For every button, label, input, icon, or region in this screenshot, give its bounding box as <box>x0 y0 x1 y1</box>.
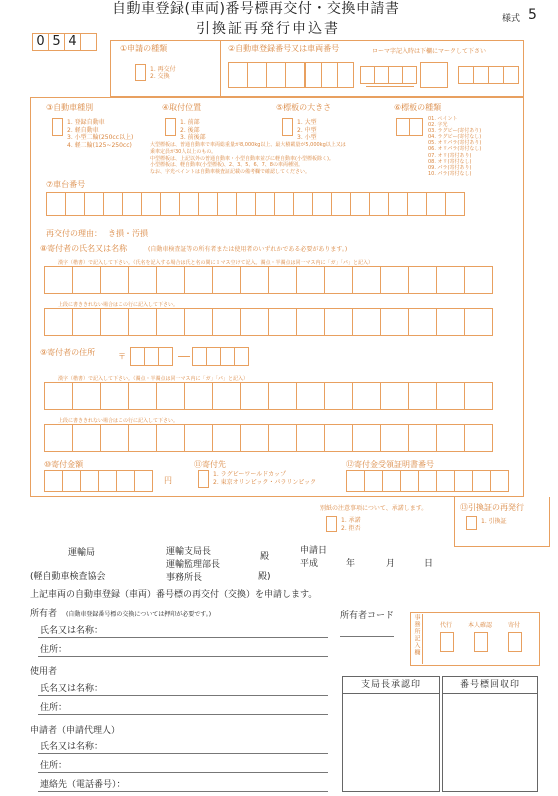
address-cell[interactable] <box>72 382 101 410</box>
sec6-option: 06. オリパラ(寄付なし) <box>428 146 482 153</box>
sec6-option: 03. ラグビー(寄付あり) <box>428 128 482 135</box>
name-cell[interactable] <box>324 266 353 294</box>
address-cell[interactable] <box>380 424 409 452</box>
form-title: 自動車登録(車両)番号標再交付・交換申請書 <box>112 1 400 17</box>
chassis-cell[interactable] <box>122 192 142 216</box>
sec2-note: ローマ字記入時は下欄にマークして下さい <box>372 48 487 55</box>
year-label: 年 <box>346 559 356 569</box>
serial-digit[interactable]: 0 <box>32 33 49 51</box>
sec6-option: 10. パラ(寄付なし) <box>428 170 472 177</box>
name-cell[interactable] <box>408 266 437 294</box>
name-cell[interactable] <box>156 308 185 336</box>
receipt-cell[interactable] <box>490 470 509 492</box>
receipt-cell[interactable] <box>364 470 383 492</box>
sec1-input[interactable] <box>135 64 146 81</box>
sec3-option: 2. 軽自動車 <box>67 126 99 134</box>
sec3-input[interactable] <box>52 118 63 136</box>
name-cell[interactable] <box>296 308 325 336</box>
amount-cell[interactable] <box>134 470 153 492</box>
amount-cell[interactable] <box>98 470 117 492</box>
chassis-number-cells[interactable] <box>46 192 464 216</box>
sec11-input[interactable] <box>198 470 209 488</box>
form-label: 様式 <box>502 14 521 24</box>
postal-mark: 〒 <box>118 352 126 361</box>
address-cell[interactable] <box>296 424 325 452</box>
chassis-cell[interactable] <box>103 192 123 216</box>
chassis-cell[interactable] <box>331 192 351 216</box>
address-cell[interactable] <box>128 424 157 452</box>
sec8-title-note: (自動車検査証等の所有者または使用者のいずれかである必要があります。) <box>148 246 348 253</box>
address-cell[interactable] <box>240 424 269 452</box>
sec6-option: 05. オリパラ(寄付あり) <box>428 140 482 147</box>
owner-code-label: 所有者コード <box>340 611 395 621</box>
chassis-cell[interactable] <box>46 192 66 216</box>
application-date-label: 申請日 <box>300 546 328 556</box>
honorific: 殿 <box>260 552 270 562</box>
receipt-cell[interactable] <box>436 470 455 492</box>
owner-address-label: 住所： <box>40 645 68 655</box>
owner-note: (自動車登録番号標の交換については押印が必要です。) <box>66 611 212 618</box>
name-cell[interactable] <box>44 266 73 294</box>
name-cell[interactable] <box>408 308 437 336</box>
sec3-option: 4. 軽二輪(125~250cc) <box>67 141 132 149</box>
name-cell[interactable] <box>128 266 157 294</box>
postal-code-part2[interactable] <box>192 347 248 366</box>
owner-address-field[interactable] <box>38 656 328 657</box>
donor-address-row2[interactable] <box>44 424 492 452</box>
office-proxy-input[interactable] <box>440 632 454 652</box>
sec11-option: 1. ラグビーワールドカップ <box>213 471 287 478</box>
serial-number-field[interactable] <box>32 33 96 51</box>
sec6-option: 01. ペイント <box>428 116 458 122</box>
receipt-cell[interactable] <box>418 470 437 492</box>
office-use-label: 事務所記入欄 <box>412 614 423 664</box>
receipt-cell[interactable] <box>472 470 491 492</box>
sec3-title: ③自動車種別 <box>46 103 94 112</box>
address-cell[interactable] <box>352 424 381 452</box>
office-col-label: 本人確認 <box>468 622 493 629</box>
name-cell[interactable] <box>268 266 297 294</box>
reissue-reason-value: き損・汚損 <box>108 229 148 238</box>
name-cell[interactable] <box>324 308 353 336</box>
serial-digit[interactable]: 5 <box>48 33 65 51</box>
sec8-title: ⑧寄付者の氏名又は名称 <box>40 244 128 253</box>
owner-name-field[interactable] <box>38 637 328 638</box>
reissue-reason-label: 再交付の理由： <box>46 229 102 238</box>
name-cell[interactable] <box>380 308 409 336</box>
donation-amount-cells[interactable] <box>44 470 152 492</box>
sec10-title: ⑩寄付金額 <box>44 460 84 469</box>
sec3-option: 3. 小型二輪(250cc以上) <box>67 134 134 141</box>
addressee-kyokai: (軽自動車検査協会 <box>30 572 106 582</box>
sec6-option: 02. 字光 <box>428 122 448 129</box>
applicant-address-label: 住所： <box>40 761 68 771</box>
amount-cell[interactable] <box>44 470 63 492</box>
user-title: 使用者 <box>30 667 58 677</box>
chassis-cell[interactable] <box>236 192 256 216</box>
address-cell[interactable] <box>296 382 325 410</box>
name-cell[interactable] <box>212 266 241 294</box>
user-name-field[interactable] <box>38 695 328 696</box>
chassis-cell[interactable] <box>217 192 237 216</box>
applicant-contact-field[interactable] <box>38 791 328 792</box>
address-cell[interactable] <box>408 424 437 452</box>
user-address-field[interactable] <box>38 714 328 715</box>
receipt-cell[interactable] <box>400 470 419 492</box>
chassis-cell[interactable] <box>274 192 294 216</box>
chassis-cell[interactable] <box>369 192 389 216</box>
address-cell[interactable] <box>156 382 185 410</box>
amount-unit: 円 <box>164 476 172 485</box>
addressee-bureau: 運輸局 <box>68 548 96 558</box>
sec4-title: ④取付位置 <box>162 103 202 112</box>
sec4-input[interactable] <box>165 118 176 136</box>
applicant-name-label: 氏名又は名称： <box>40 742 104 752</box>
sec1-option: 1. 再交付 <box>150 66 176 73</box>
privacy-input[interactable] <box>326 516 337 532</box>
receipt-cell[interactable] <box>454 470 473 492</box>
sec6-title: ⑥標板の種類 <box>394 103 442 112</box>
sec5-input[interactable] <box>282 118 293 136</box>
name-cell[interactable] <box>296 266 325 294</box>
address-cell[interactable] <box>184 382 213 410</box>
donor-name-row2[interactable] <box>44 308 492 336</box>
donor-name-row1[interactable] <box>44 266 492 294</box>
name-cell[interactable] <box>464 266 493 294</box>
name-cell[interactable] <box>436 266 465 294</box>
branch-approval-label: 支局長承認印 <box>342 676 440 694</box>
name-cell[interactable] <box>128 308 157 336</box>
applicant-contact-label: 連絡先（電話番号）： <box>40 780 126 790</box>
name-cell[interactable] <box>240 266 269 294</box>
name-cell[interactable] <box>184 308 213 336</box>
day-label: 日 <box>424 559 434 569</box>
sec2-title: ②自動車登録番号又は車両番号 <box>228 44 340 53</box>
address-cell[interactable] <box>436 382 465 410</box>
receipt-cell[interactable] <box>346 470 365 492</box>
chassis-cell[interactable] <box>445 192 465 216</box>
sec4-option: 1. 前部 <box>180 119 200 126</box>
address-cell[interactable] <box>44 424 73 452</box>
name-cell[interactable] <box>184 266 213 294</box>
sec6-option: 07. オリ(寄付あり) <box>428 152 472 159</box>
sec11-option: 2. 東京オリンピック・パラリンピック <box>213 478 317 486</box>
chassis-cell[interactable] <box>160 192 180 216</box>
sec6-option: 08. オリ(寄付なし) <box>428 158 472 165</box>
sec9-row1-note: 漢字（楷書）で記入して下さい。（濁点・半濁点は同一マス内に「ガ」「パ」と記入） <box>58 376 249 382</box>
name-cell[interactable] <box>380 266 409 294</box>
receipt-cell[interactable] <box>382 470 401 492</box>
name-cell[interactable] <box>212 308 241 336</box>
receipt-number-cells[interactable] <box>346 470 508 492</box>
address-cell[interactable] <box>268 382 297 410</box>
chassis-cell[interactable] <box>141 192 161 216</box>
address-cell[interactable] <box>380 382 409 410</box>
request-text: 上記車両の自動車登録（車両）番号標の再交付（交換）を申請します。 <box>30 590 318 600</box>
sec5-option: 2. 中型 <box>297 126 317 134</box>
name-cell[interactable] <box>268 308 297 336</box>
sec13-option: 1. 引換証 <box>481 518 507 525</box>
address-cell[interactable] <box>44 382 73 410</box>
office-col-label: 寄付 <box>508 622 521 629</box>
sec4-option: 3. 前後部 <box>180 134 206 141</box>
sec13-input[interactable] <box>466 516 477 530</box>
name-cell[interactable] <box>72 308 101 336</box>
chassis-cell[interactable] <box>255 192 275 216</box>
name-cell[interactable] <box>156 266 185 294</box>
plate-size-note: 大型標板は、普通自動車で車両総重量が8,000kg以上、最大積載量が5,000kg以上又は 乗車定員が30人以上のもの。 中型標板は、上記以外の普通自動車・小型自動車並びに軽自動車(小型標板除く)。 小型標板は、軽自動車(小型標板)、2、3、5、6、7、8の車両種別。 なお、字光ペイントは自動車検査証記載の備考欄で確認してください。 <box>150 142 346 175</box>
sec6-input[interactable] <box>396 118 422 136</box>
address-cell[interactable] <box>464 424 493 452</box>
office-donation-input[interactable] <box>508 632 522 652</box>
office-col-label: 代行 <box>440 622 453 629</box>
plate-kana-cell[interactable] <box>420 62 448 88</box>
chassis-cell[interactable] <box>407 192 427 216</box>
address-cell[interactable] <box>408 382 437 410</box>
sec4-option: 2. 後部 <box>180 126 200 134</box>
user-name-label: 氏名又は名称： <box>40 684 104 694</box>
applicant-address-field[interactable] <box>38 772 328 773</box>
address-cell[interactable] <box>156 424 185 452</box>
plate-number-cells[interactable] <box>458 66 518 84</box>
sec6-option: 04. ラグビー(寄付なし) <box>428 134 482 141</box>
name-cell[interactable] <box>436 308 465 336</box>
privacy-option: 1. 承諾 <box>341 517 361 524</box>
chassis-cell[interactable] <box>312 192 332 216</box>
address-cell[interactable] <box>324 424 353 452</box>
addressee-titles: 運輸支局長 運輸監理部長 事務所長 <box>166 547 221 583</box>
address-cell[interactable] <box>324 382 353 410</box>
sec11-title: ⑪寄付先 <box>194 460 226 469</box>
chassis-cell[interactable] <box>388 192 408 216</box>
serial-digit[interactable]: 4 <box>64 33 81 51</box>
owner-code-field[interactable] <box>340 636 394 637</box>
address-cell[interactable] <box>212 382 241 410</box>
address-cell[interactable] <box>268 424 297 452</box>
privacy-option: 2. 拒否 <box>341 524 361 532</box>
address-cell[interactable] <box>212 424 241 452</box>
address-cell[interactable] <box>128 382 157 410</box>
name-cell[interactable] <box>72 266 101 294</box>
address-cell[interactable] <box>184 424 213 452</box>
address-cell[interactable] <box>352 382 381 410</box>
chassis-cell[interactable] <box>198 192 218 216</box>
plate-collection-label: 番号標回収印 <box>442 676 538 694</box>
address-cell[interactable] <box>240 382 269 410</box>
sec6-option: 09. パラ(寄付あり) <box>428 164 472 171</box>
chassis-cell[interactable] <box>179 192 199 216</box>
sec7-title: ⑦車台番号 <box>46 180 86 189</box>
month-label: 月 <box>386 559 396 569</box>
sec8-row1-note: 漢字（楷書）で記入して下さい。（氏名を記入する場合は氏と名の間に１マス空けて記入。濁点・半濁点は同一マス内に「ガ」「パ」と記入） <box>58 260 374 266</box>
chassis-cell[interactable] <box>350 192 370 216</box>
chassis-cell[interactable] <box>84 192 104 216</box>
donor-address-row1[interactable] <box>44 382 492 410</box>
honorific-kyokai: 殿) <box>258 572 271 582</box>
sec5-option: 1. 大型 <box>297 119 317 126</box>
name-cell[interactable] <box>100 266 129 294</box>
name-cell[interactable] <box>352 266 381 294</box>
sec5-option: 3. 小型 <box>297 134 317 141</box>
name-cell[interactable] <box>464 308 493 336</box>
plate-romaji-cells[interactable] <box>360 66 416 84</box>
chassis-cell[interactable] <box>293 192 313 216</box>
applicant-title: 申請者（申請代理人） <box>30 726 121 736</box>
amount-cell[interactable] <box>62 470 81 492</box>
era-label: 平成 <box>300 559 319 569</box>
privacy-note: 別紙の注意事項について、承諾します。 <box>320 505 428 512</box>
sec12-title: ⑫寄付金受領証明書番号 <box>346 460 434 469</box>
owner-name-label: 氏名又は名称： <box>40 626 104 636</box>
name-cell[interactable] <box>44 308 73 336</box>
postal-code-part1[interactable] <box>130 347 172 366</box>
amount-cell[interactable] <box>80 470 99 492</box>
address-cell[interactable] <box>72 424 101 452</box>
form-number: 5 <box>528 7 537 23</box>
address-cell[interactable] <box>100 424 129 452</box>
sec9-title: ⑨寄付者の住所 <box>40 348 96 357</box>
plate-region-cells[interactable] <box>228 62 304 88</box>
name-cell[interactable] <box>100 308 129 336</box>
sec1-title: ①申請の種類 <box>120 44 168 53</box>
sec3-option: 1. 登録自動車 <box>67 119 105 126</box>
address-cell[interactable] <box>436 424 465 452</box>
plate-class-cells[interactable] <box>305 62 353 88</box>
sec8-row2-note: 上段に書ききれない場合はこの行に記入して下さい。 <box>58 302 179 308</box>
serial-digit[interactable] <box>80 33 97 51</box>
chassis-cell[interactable] <box>426 192 446 216</box>
name-cell[interactable] <box>352 308 381 336</box>
amount-cell[interactable] <box>116 470 135 492</box>
applicant-name-field[interactable] <box>38 753 328 754</box>
name-cell[interactable] <box>240 308 269 336</box>
owner-title: 所有者 <box>30 609 58 619</box>
sec5-title: ⑤標板の大きさ <box>276 103 332 112</box>
chassis-cell[interactable] <box>65 192 85 216</box>
address-cell[interactable] <box>464 382 493 410</box>
address-cell[interactable] <box>100 382 129 410</box>
user-address-label: 住所： <box>40 703 68 713</box>
form-subtitle: 引換証再発行申込書 <box>196 21 340 37</box>
office-id-check-input[interactable] <box>474 632 488 652</box>
sec9-row2-note: 上段に書ききれない場合はこの行に記入して下さい。 <box>58 418 179 424</box>
sec13-title: ⑬引換証の再発行 <box>460 503 524 512</box>
sec1-option: 2. 交換 <box>150 73 170 80</box>
